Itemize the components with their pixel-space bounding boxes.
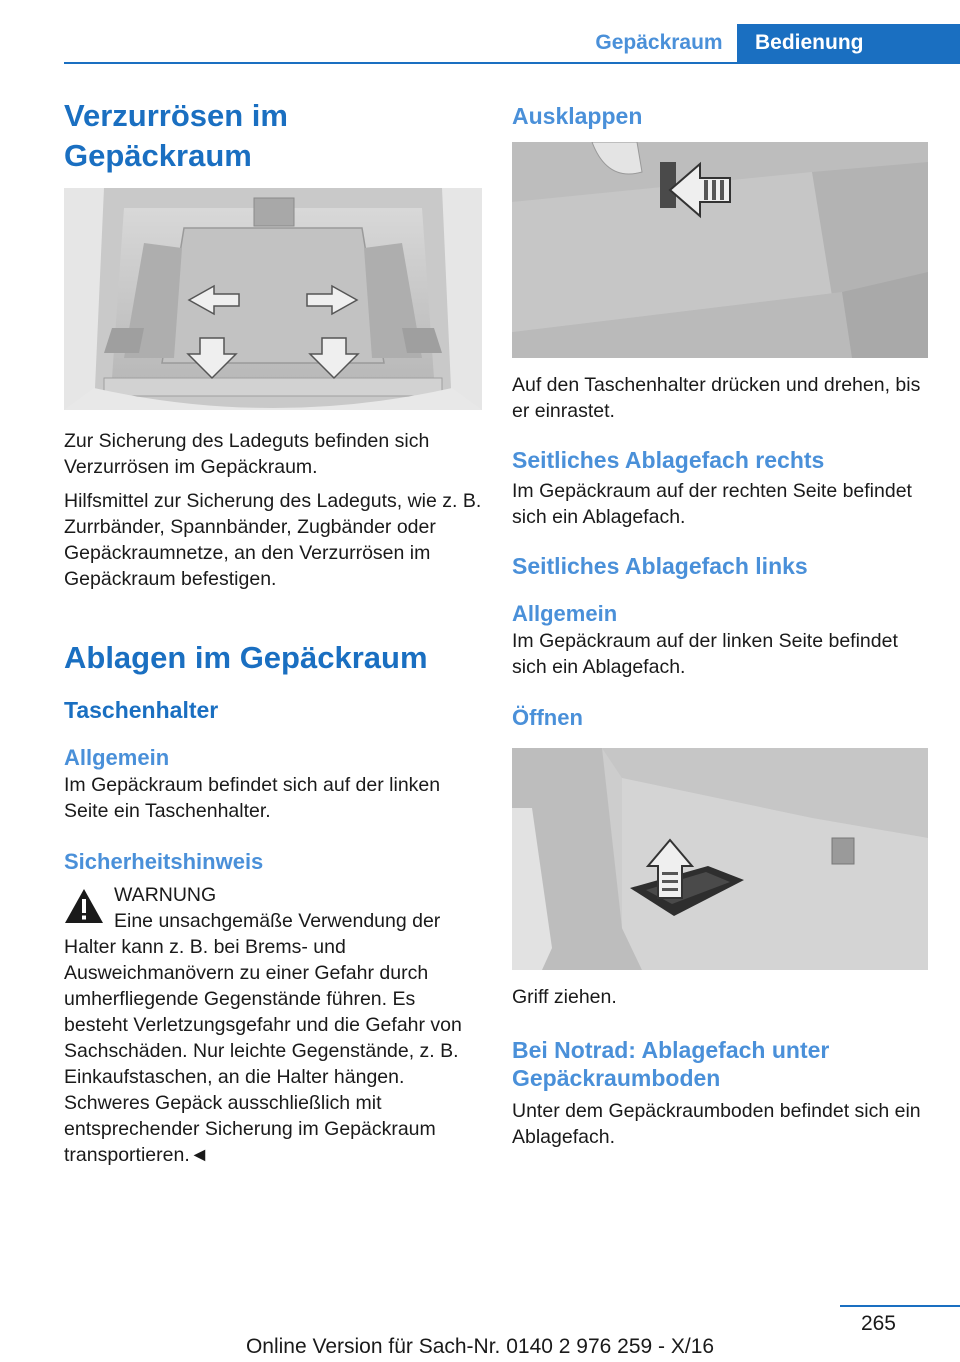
- title-verzurroesen: Verzurrösen im Gepäckraum: [64, 98, 288, 173]
- header-chapter-tab: Gepäckraum: [595, 31, 723, 54]
- ausklappen-paragraph: Auf den Taschenhalter drücken und drehen, bis er einrastet.: [512, 374, 921, 422]
- warning-label: WARNUNG: [114, 884, 217, 906]
- oeffnen-paragraph: Griff ziehen.: [512, 986, 617, 1008]
- trunk-tie-down-figure: [64, 188, 482, 410]
- heading-ablagefach-links: Seitliches Ablagefach links: [512, 553, 808, 579]
- allgemein-paragraph: Im Gepäckraum befindet sich auf der linken Seite ein Taschenhalter.: [64, 774, 441, 822]
- intro-paragraph-2: Hilfsmittel zur Sicherung des Ladeguts, wie z. B. Zurrbänder, Spannbänder, Zugbänder oder Gepäckraumnetze, an den Verzurrösen im Gepäckraum befestigen.: [64, 490, 482, 590]
- footer-rule: [840, 1305, 960, 1307]
- header-rule: [64, 62, 960, 64]
- heading-allgemein: Allgemein: [64, 745, 170, 770]
- heading-ausklappen: Ausklappen: [512, 103, 643, 129]
- warning-text: Eine unsachgemäße Verwendung der Halter kann z. B. bei Brems- und Ausweichmanövern zu einer Gefahr durch umherfliegende Gegenstände führen. Es besteht Verletzungsgefahr und die Gefahr von Sachschäden. Nur leichte Gegenstände, z. B. Einkaufstaschen, an die Halter hängen. Schweres Gepäck ausschließlich mit entsprechender Sicherung im Gepäckraum transportieren.◄: [64, 910, 462, 1166]
- heading-oeffnen: Öffnen: [512, 705, 583, 730]
- notrad-paragraph: Unter dem Gepäckraumboden befindet sich ein Ablagefach.: [512, 1100, 921, 1148]
- header-section-tab: Bedienung: [737, 24, 960, 62]
- warning-triangle-icon: [64, 888, 104, 924]
- footer-online-version: Online Version für Sach-Nr. 0140 2 976 259 - X/16: [245, 1335, 715, 1358]
- right-column: [512, 96, 930, 1150]
- storage-compartment-figure: [512, 748, 928, 970]
- left-column: [64, 96, 482, 1168]
- bag-hook-figure: [512, 142, 928, 358]
- page-number: 265: [860, 1312, 896, 1335]
- heading-sicherheitshinweis: Sicherheitshinweis: [64, 849, 264, 874]
- heading-ablagefach-rechts: Seitliches Ablagefach rechts: [512, 447, 825, 473]
- heading-allgemein-2: Allgemein: [512, 601, 618, 626]
- links-paragraph: Im Gepäckraum auf der linken Seite befindet sich ein Ablagefach.: [512, 630, 898, 678]
- title-ablagen: Ablagen im Gepäckraum: [64, 640, 428, 675]
- heading-notrad: Bei Notrad: Ablagefach unter Gepäckraumboden: [512, 1037, 830, 1091]
- warning-block: [64, 882, 482, 1168]
- intro-paragraph-1: Zur Sicherung des Ladeguts befinden sich Verzurrösen im Gepäckraum.: [64, 430, 430, 478]
- rechts-paragraph: Im Gepäckraum auf der rechten Seite befindet sich ein Ablagefach.: [512, 480, 912, 528]
- heading-taschenhalter: Taschenhalter: [64, 697, 219, 723]
